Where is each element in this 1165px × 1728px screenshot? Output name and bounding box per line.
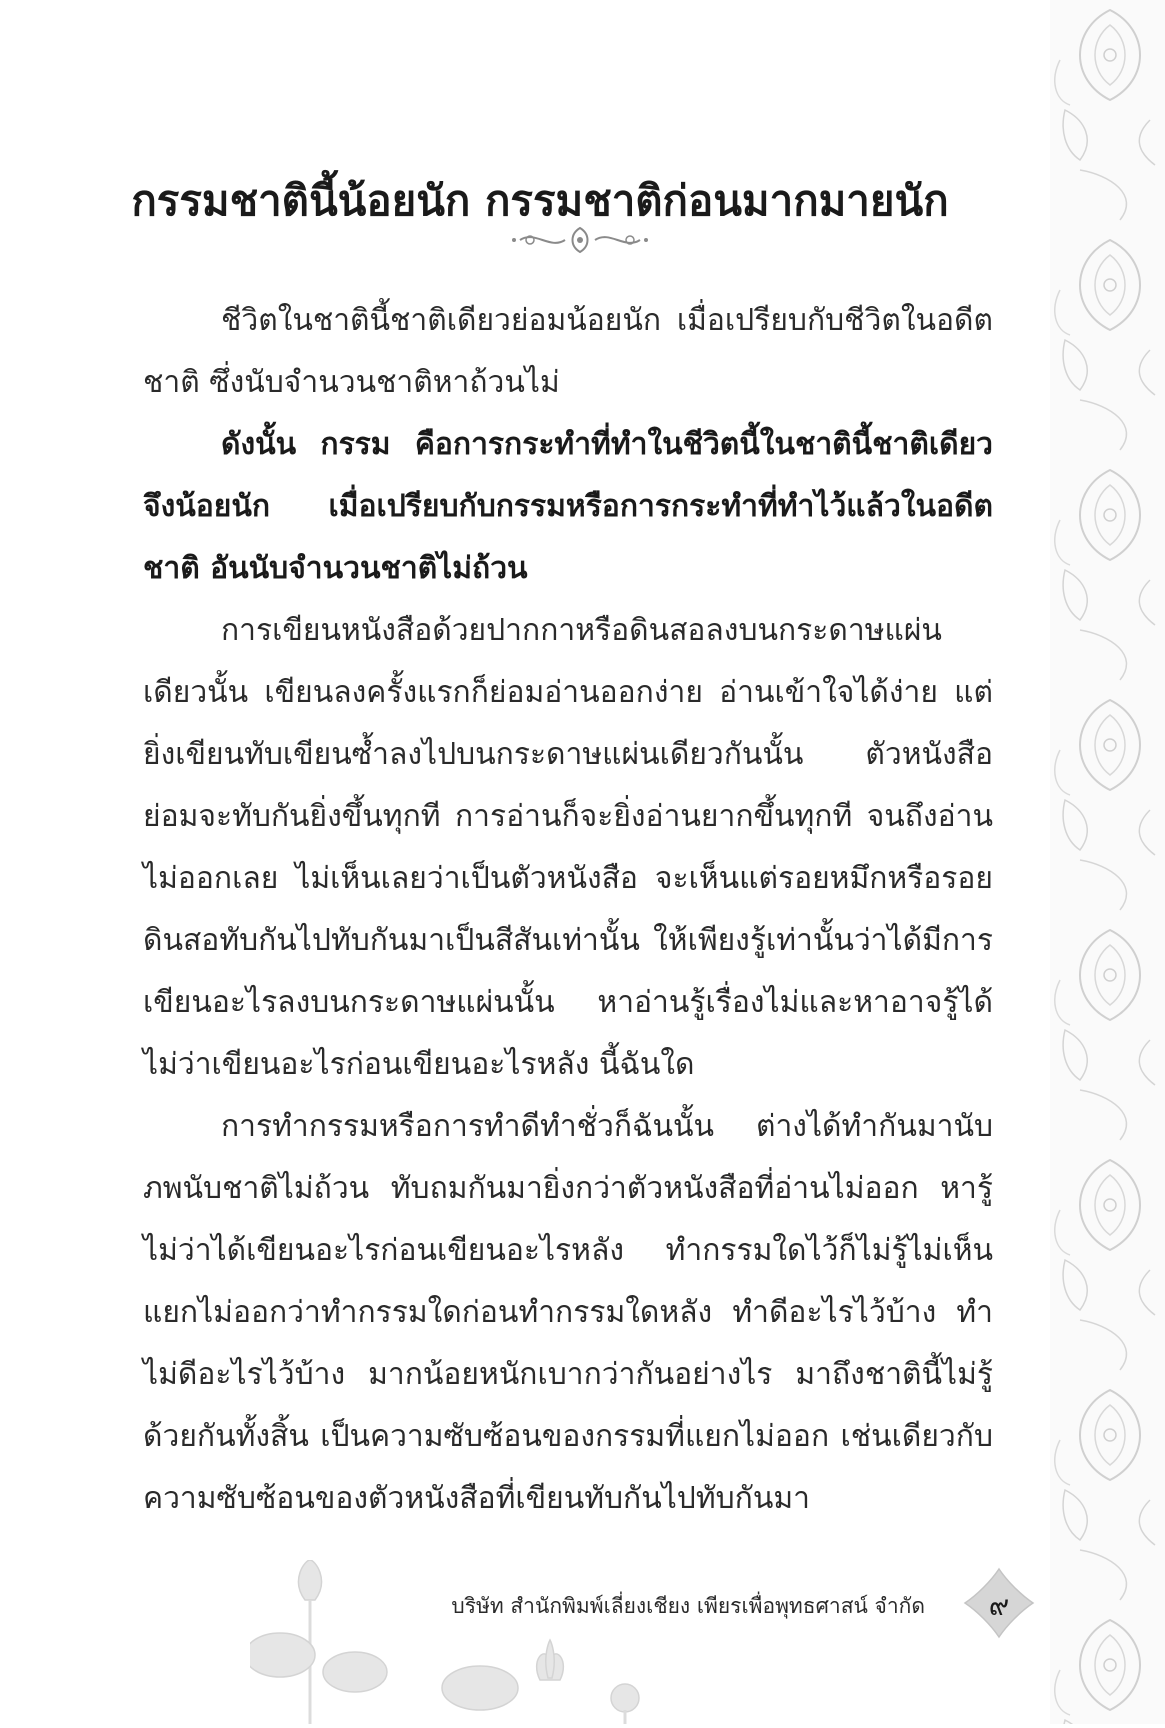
lotus-flower-icon xyxy=(250,1560,770,1724)
page-number: ๙ xyxy=(988,1589,1010,1622)
page-title: กรรมชาตินี้น้อยนัก กรรมชาติก่อนมากมายนัก xyxy=(131,176,949,225)
floral-border-icon xyxy=(1050,0,1165,1724)
paragraph-4: การทำกรรมหรือการทำดีทำชั่วก็ฉันนั้น ต่างได้ทำกันมานับภพนับชาติไม่ถ้วน ทับถมกันมายิ่งกว่าตัวหนังสือที่อ่านไม่ออก หารู้ไม่ว่าได้เขียนอะไรก่อนเขียนอะไรหลัง ทำกรรมใดไว้ก็ไม่รู้ไม่เห็น แยกไม่ออกว่าทำกรรมใดก่อนทำกรรมใดหลัง ทำดีอะไรไว้บ้าง ทำไม่ดีอะไรไว้บ้าง มากน้อยหนักเบากว่ากันอย่างไร มาถึงชาตินี้ไม่รู้ด้วยกันทั้งสิ้น เป็นความซับซ้อนของกรรมที่แยกไม่ออก เช่นเดียวกับความซับซ้อนของตัวหนังสือที่เขียนทับกันไปทับกันมา xyxy=(143,1109,993,1516)
body-content xyxy=(143,290,993,1530)
paragraph-3: การเขียนหนังสือด้วยปากกาหรือดินสอลงบนกระดาษแผ่นเดียวนั้น เขียนลงครั้งแรกก็ย่อมอ่านออกง่าย อ่านเข้าใจได้ง่าย แต่ยิ่งเขียนทับเขียนซ้ำลงไปบนกระดาษแผ่นเดียวกันนั้น ตัวหนังสือย่อมจะทับกันยิ่งขึ้นทุกที การอ่านก็จะยิ่งอ่านยากขึ้นทุกที จนถึงอ่านไม่ออกเลย ไม่เห็นเลยว่าเป็นตัวหนังสือ จะเห็นแต่รอยหมึกหรือรอยดินสอทับกันไปทับกันมาเป็นสีสันเท่านั้น ให้เพียงรู้เท่านั้นว่าได้มีการเขียนอะไรลงบนกระดาษแผ่นนั้น หาอ่านรู้เรื่องไม่และหาอาจรู้ได้ไม่ว่าเขียนอะไรก่อนเขียนอะไรหลัง นี้ฉันใด xyxy=(143,613,993,1082)
paragraph-2-bold: ดังนั้น กรรม คือการกระทำที่ทำในชีวิตนี้ในชาตินี้ชาติเดียวจึงน้อยนัก เมื่อเปรียบกับกรรมหรือการกระทำที่ทำไว้แล้วในอดีตชาติ อันนับจำนวนชาติไม่ถ้วน xyxy=(143,427,993,586)
flourish-divider-icon xyxy=(510,222,650,258)
paragraph-1: ชีวิตในชาตินี้ชาติเดียวย่อมน้อยนัก เมื่อเปรียบกับชีวิตในอดีตชาติ ซึ่งนับจำนวนชาติหาถ้วนไม่ xyxy=(143,303,993,400)
publisher-footer: บริษัท สำนักพิมพ์เลี่ยงเชียง เพียรเพื่อพุทธศาสน์ จำกัด xyxy=(451,1594,925,1618)
